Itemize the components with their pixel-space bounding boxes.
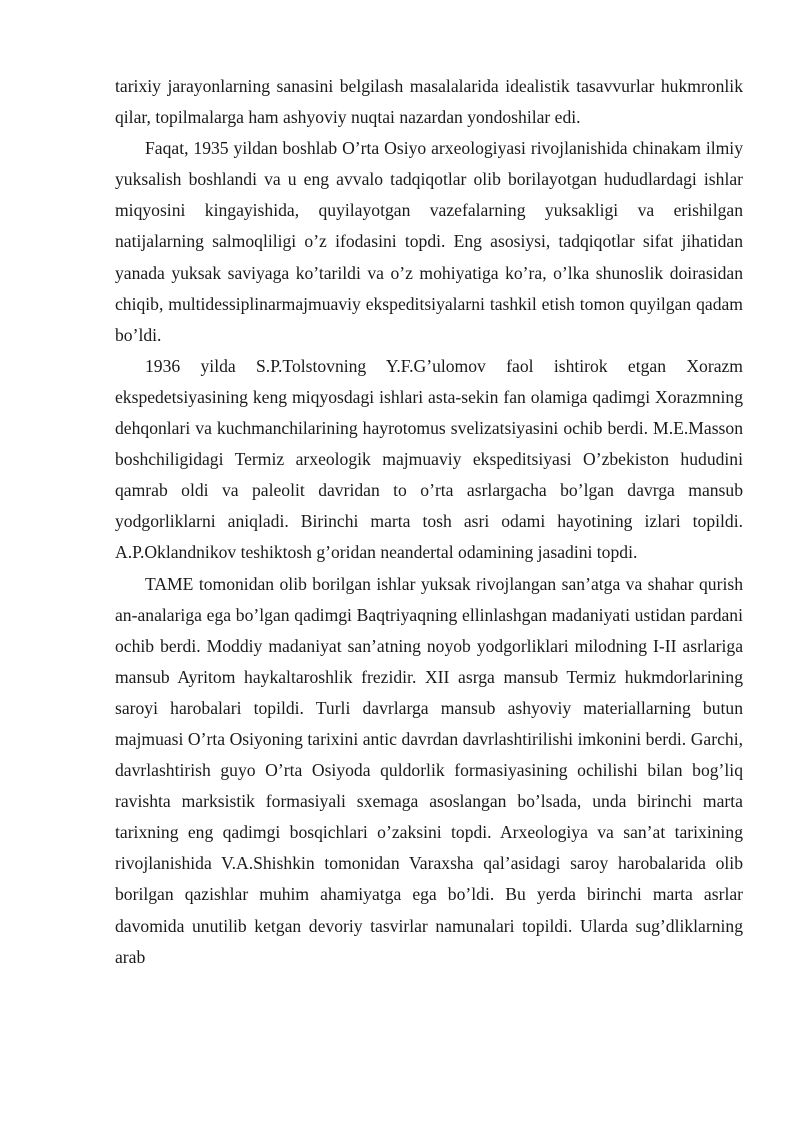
body-text (115, 71, 743, 973)
paragraph-continuation: tarixiy jarayonlarning sanasini belgilash masalalarida idealistik tasavvurlar hukmronlik qilar, topilmalarga ham ashyoviy nuqtai nazardan yondoshilar edi. (115, 76, 743, 128)
paragraph-tame-works: TAME tomonidan olib borilgan ishlar yuksak rivojlangan san’atga va shahar qurish an-analariga ega bo’lgan qadimgi Baqtriyaqning ellinlashgan madaniyati ustidan pardani ochib berdi. Moddiy madaniyat san’atning noyob yodgorliklari milodning I-II asrlariga mansub Ayritom haykaltaroshlik frezidir. XII asrga mansub Termiz hukmdorlarining saroyi harobalari topildi. Turli davrlarga mansub ashyoviy materiallarning butun majmuasi O’rta Osiyoning tarixini antic davrdan davrlashtirilishi imkonini berdi. Garchi, davrlashtirish guyo O’rta Osiyoda quldorlik formasiyasining ochilishi bilan bog’liq ravishta marksistik formasiyali sxemaga asoslangan bo’lsada, unda birinchi marta tarixning eng qadimgi bosqichlari o’zaksini topdi. Arxeologiya va san’at tarixining rivojlanishida V.A.Shishkin tomonidan Varaxsha qal’asidagi saroy harobalarida olib borilgan qazishlar muhim ahamiyatga ega bo’ldi. Bu yerda birinchi marta asrlar davomida unutilib ketgan devoriy tasvirlar namunalari topildi. Ularda sug’dliklarning arab (115, 573, 743, 967)
paragraph-1936-expedition: 1936 yilda S.P.Tolstovning Y.F.G’ulomov faol ishtirok etgan Xorazm ekspedetsiyasining keng miqyosdagi ishlari asta-sekin fan olamiga qadimgi Xorazmning dehqonlari va kuchmanchilarining hayrotomus svelizatsiyasini ochib berdi. M.E.Masson boshchiligidagi Termiz arxeologik majmuaviy ekspeditsiyasi O’zbekiston hududini qamrab oldi va paleolit davridan to o’rta asrlargacha bo’lgan davrga mansub yodgorliklarni aniqladi. Birinchi marta tosh asri odami hayotining izlari topildi. A.P.Oklandnikov teshiktosh g’oridan neandertal odamining jasadini topdi. (115, 355, 743, 563)
paragraph-1935-rise: Faqat, 1935 yildan boshlab O’rta Osiyo arxeologiyasi rivojlanishida chinakam ilmiy yuksalish boshlandi va u eng avvalo tadqiqotlar olib borilayotgan hududlardagi ishlar miqyosini kingayishida, quyilayotgan vazefalarning yuksakligi va erishilgan natijalarning salmoqliligi o’z ifodasini topdi. Eng asosiysi, tadqiqotlar sifat jihatidan yanada yuksak saviyaga ko’tarildi va o’z mohiyatiga ko’ra, o’lka shunoslik doirasidan chiqib, multidessiplinarmajmuaviy ekspeditsiyalarni tashkil etish tomon quyilgan qadam bo’ldi. (115, 138, 743, 345)
